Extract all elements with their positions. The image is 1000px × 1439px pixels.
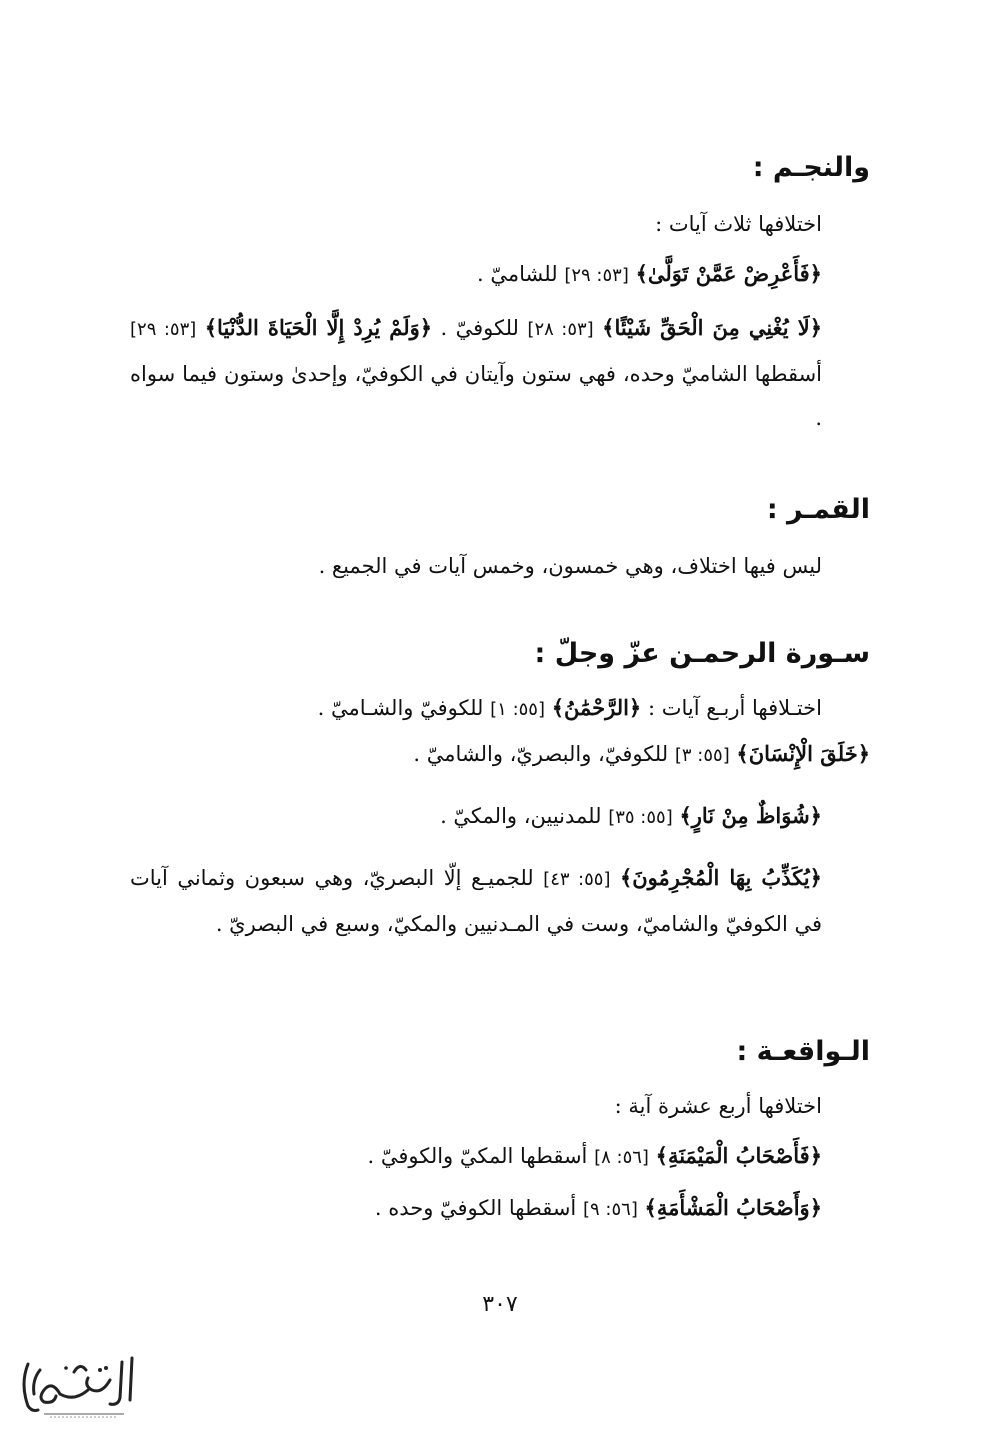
waqia-ayah-1: ﴿فَأَصْحَابُ الْمَيْمَنَةِ﴾ [655,1143,822,1168]
najm-ref-1: [٥٣: ٢٩] [564,265,629,286]
rahman-line-3 [130,794,870,840]
rahman-ayah-4: ﴿يُكَذِّبُ بِهَا الْمُجْرِمُونَ﴾ [619,865,822,890]
section-rahman [130,634,870,946]
rahman-ref-4: [٥٥: ٤٣] [543,869,611,890]
rahman-intro: اختـلافها أربـع آيات : [647,696,822,720]
najm-intro: اختلافها ثلاث آيات : [655,212,822,236]
heading-rahman: سـورة الرحمـن عزّ وجلّ : [534,638,870,669]
waqia-line-1 [130,1134,870,1180]
rahman-ayah-1: ﴿الرَّحْمَٰنُ﴾ [551,695,642,720]
waqia-line-2 [130,1186,870,1232]
najm-ayah-2: ﴿لَا يُغْنِي مِنَ الْحَقِّ شَيْئًا﴾ [602,315,822,340]
najm-ref-2: [٥٣: ٢٨] [527,319,594,340]
najm-ref-2b: [٥٣: ٢٩] [130,319,197,340]
rahman-note-3: للمدنيين، والمكيّ . [440,804,602,828]
calligraphy-logo-icon [14,1350,138,1420]
section-najm [130,148,870,440]
waqia-note-1: أسقطها المكيّ والكوفيّ . [367,1144,588,1168]
waqia-ref-1: [٥٦: ٨] [594,1147,649,1168]
rahman-ref-3: [٥٥: ٣٥] [608,807,673,828]
najm-line-1 [130,252,870,298]
waqia-ref-2: [٥٦: ٩] [582,1199,638,1220]
rahman-ayah-3: ﴿شُوَاظٌ مِنْ نَارٍ﴾ [679,803,822,828]
najm-note-2: للكوفيّ . [440,316,519,340]
rahman-line-1 [130,686,870,732]
heading-najm: والنجـم : [752,152,870,183]
rahman-ayah-2: ﴿خَلَقَ الْإِنْسَانَ﴾ [736,741,870,766]
section-waqia [130,1032,870,1232]
rahman-line-2 [130,732,870,778]
waqia-note-2: أسقطها الكوفيّ وحده . [374,1196,577,1220]
rahman-ref-2: [٥٥: ٣] [674,745,730,766]
najm-note-2b: أسقطها الشاميّ وحده، فهي ستون وآيتان في الكوفيّ، وإحدىٰ وستون فيما سواه . [130,362,822,430]
qamar-text: ليس فيها اختلاف، وهي خمسون، وخمس آيات في الجميع . [318,554,822,578]
rahman-note-1: للكوفيّ والشـاميّ . [317,696,484,720]
waqia-ayah-2: ﴿وَأَصْحَابُ الْمَشْأَمَةِ﴾ [644,1195,822,1220]
rahman-note-2: للكوفيّ، والبصريّ، والشاميّ . [413,742,669,766]
page-number: ٣٠٧ [482,1292,518,1317]
heading-waqia: الـواقعـة : [736,1036,870,1067]
najm-line-2 [130,306,870,440]
rahman-note-4: للجميـع إلّا البصريّ، وهي سبعون وثماني آيات في الكوفيّ والشاميّ، وست في المـدنيين والمكيّ، وسبع في البصريّ . [130,866,822,936]
heading-qamar: القمـر : [766,494,870,525]
rahman-line-4 [130,856,870,946]
najm-note-1: للشاميّ . [477,262,558,286]
najm-ayah-1: ﴿فَأَعْرِضْ عَمَّنْ تَوَلَّىٰ﴾ [635,261,822,286]
waqia-intro: اختلافها أربع عشرة آية : [614,1094,822,1118]
rahman-ref-1: [٥٥: ١] [490,699,546,720]
section-qamar [130,490,870,588]
najm-ayah-2b: ﴿وَلَمْ يُرِدْ إِلَّا الْحَيَاةَ الدُّنْيَا﴾ [204,315,433,340]
